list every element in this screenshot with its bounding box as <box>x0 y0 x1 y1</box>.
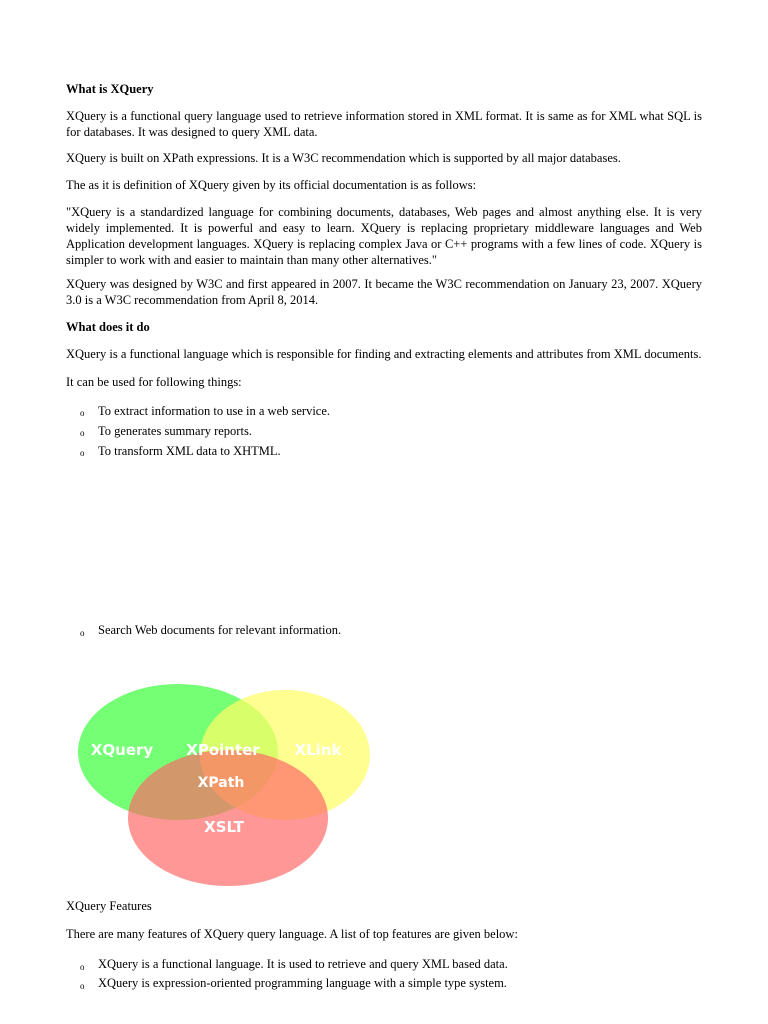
list-item: To transform XML data to XHTML. <box>98 444 281 458</box>
definition-quote: "XQuery is a standardized language for combining documents, databases, Web pages and almost anything else. It is very widely implemented. It is powerful and easy to learn. XQuery is replacing proprietary middleware languages and Web Application development languages. XQuery is replacing complex Java or C++ programs with a few lines of code. XQuery is simpler to work with and easier to maintain than many other alternatives." <box>66 205 702 267</box>
xpointer-label: XPointer <box>186 741 260 759</box>
xquery-label: XQuery <box>90 741 154 759</box>
intro-paragraph: XQuery is a functional query language used to retrieve information stored in XML format. It is same as for XML what SQL is for databases. It was designed to query XML data. <box>66 109 702 139</box>
xslt-label: XSLT <box>204 818 244 836</box>
heading-what-is-xquery: What is XQuery <box>66 82 154 96</box>
list-item: Search Web documents for relevant information. <box>98 623 342 637</box>
heading-xquery-features: XQuery Features <box>66 899 152 913</box>
list-item: XQuery is a functional language. It is used to retrieve and query XML based data. <box>98 957 508 971</box>
features-intro-paragraph: There are many features of XQuery query language. A list of top features are given below: <box>66 927 518 941</box>
uses-intro-paragraph: It can be used for following things: <box>66 375 242 389</box>
list-item: To generates summary reports. <box>98 424 252 438</box>
xml-technologies-venn-diagram <box>70 680 380 890</box>
function-paragraph: XQuery is a functional language which is responsible for finding and extracting elements and attributes from XML documents. <box>66 347 702 361</box>
xlink-label: XLink <box>294 741 342 759</box>
bullet-icon: o <box>80 428 85 438</box>
list-item: XQuery is expression-oriented programming language with a simple type system. <box>98 976 507 990</box>
bullet-icon: o <box>80 628 85 638</box>
history-paragraph: XQuery was designed by W3C and first appeared in 2007. It became the W3C recommendation on January 23, 2007. XQuery 3.0 is a W3C recommendation from April 8, 2014. <box>66 277 702 307</box>
xpath-paragraph: XQuery is built on XPath expressions. It is a W3C recommendation which is supported by all major databases. <box>66 151 621 165</box>
bullet-icon: o <box>80 962 85 972</box>
bullet-icon: o <box>80 408 85 418</box>
definition-intro-paragraph: The as it is definition of XQuery given by its official documentation is as follows: <box>66 178 477 192</box>
bullet-icon: o <box>80 448 85 458</box>
bullet-icon: o <box>80 981 85 991</box>
heading-what-does-it-do: What does it do <box>66 320 150 334</box>
xpath-label: XPath <box>197 775 245 791</box>
list-item: To extract information to use in a web service. <box>98 404 331 418</box>
